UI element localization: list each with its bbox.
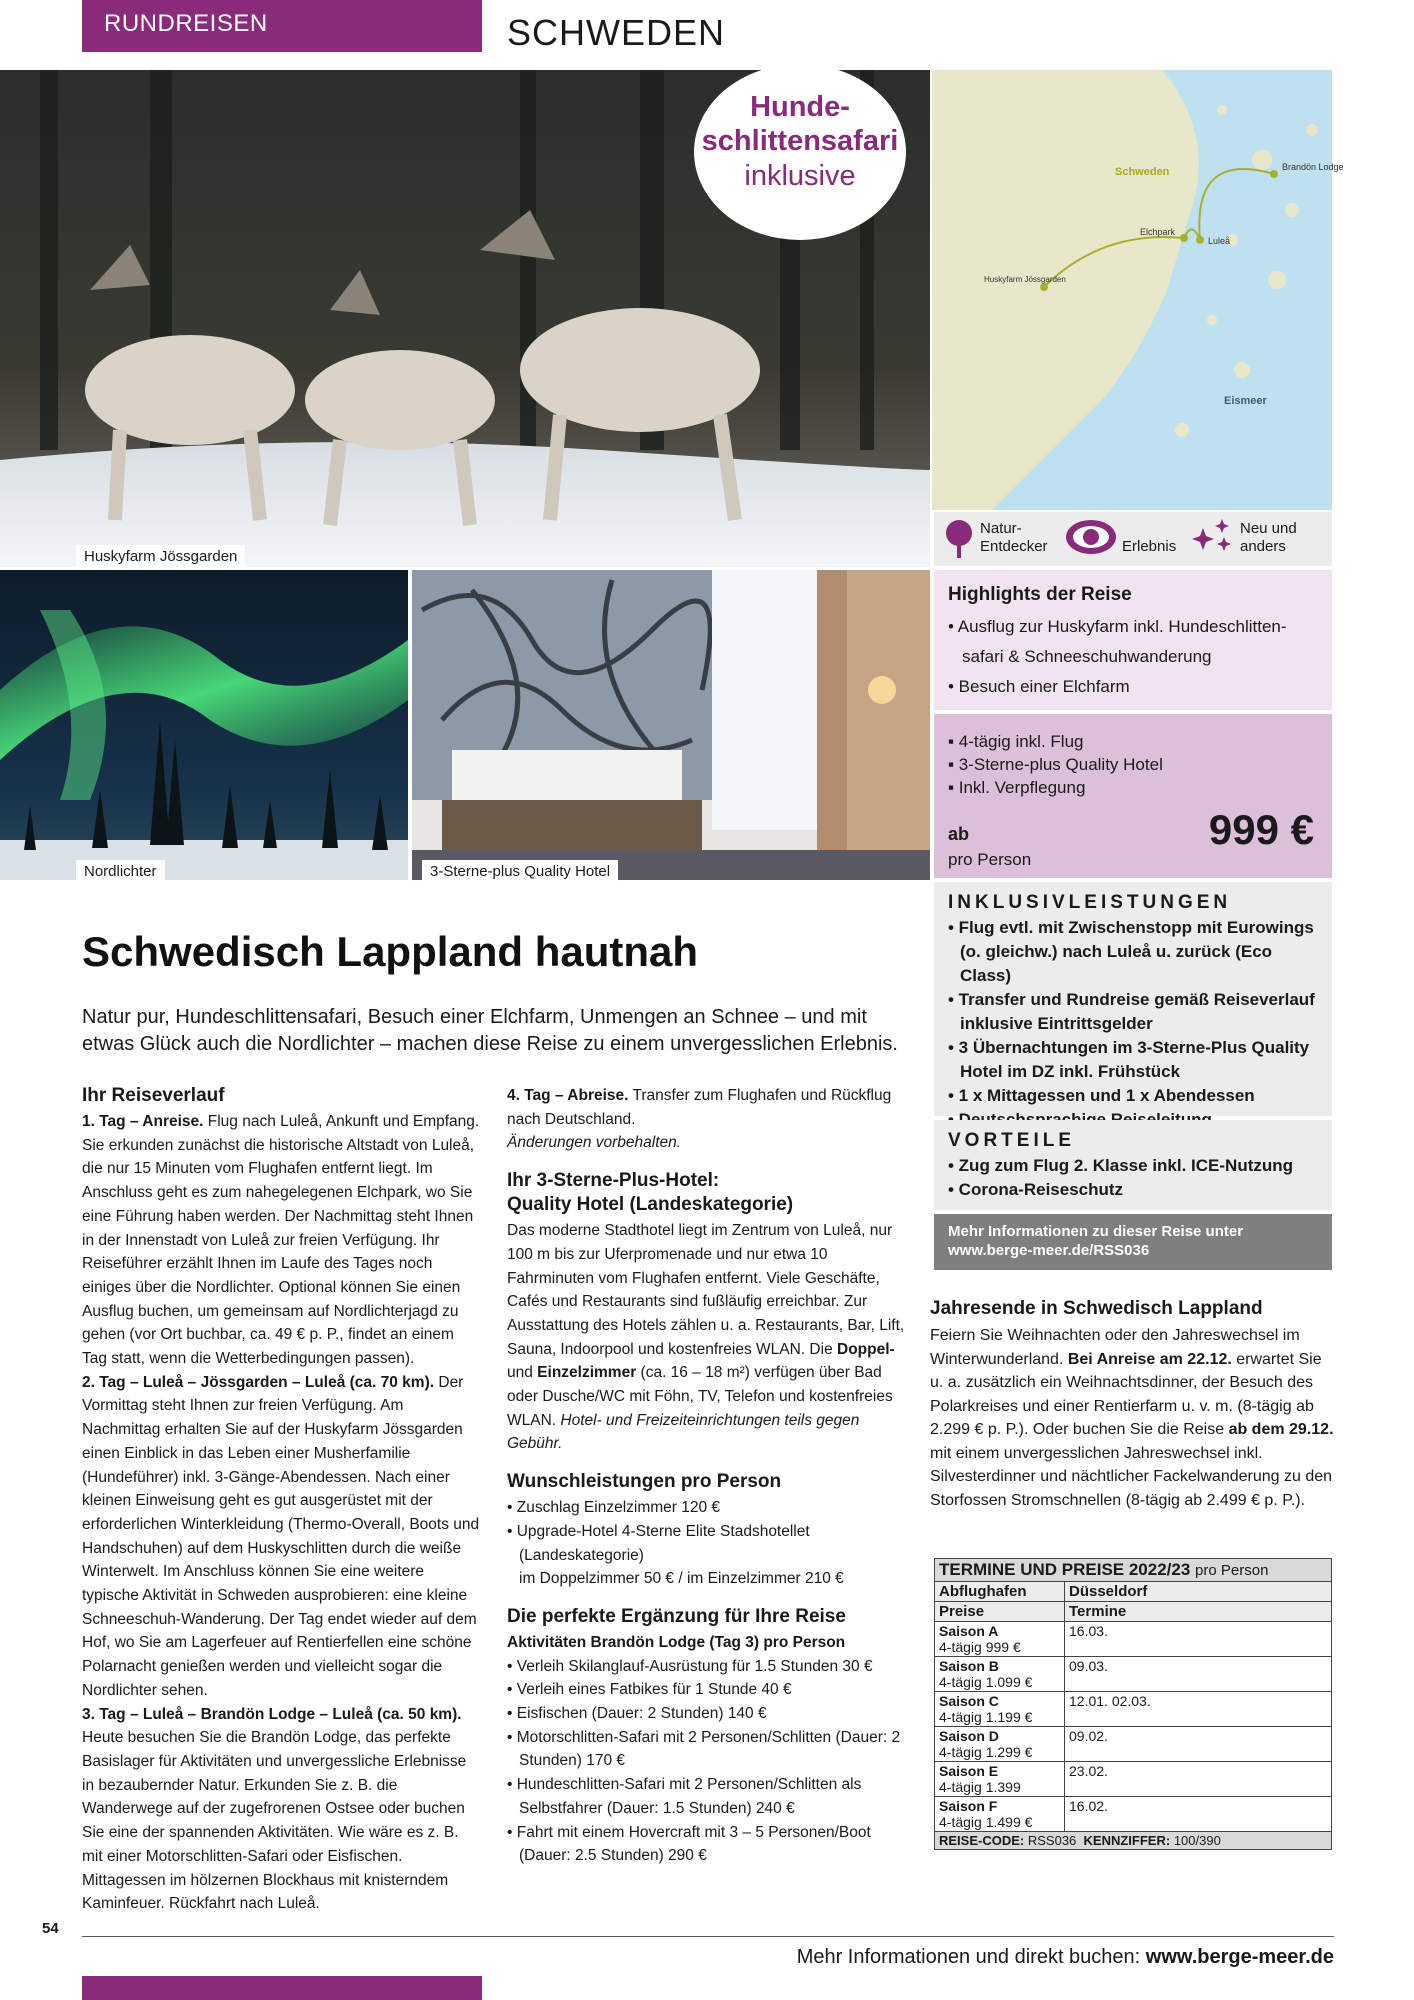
icon-label-natur: Natur- — [980, 520, 1022, 537]
advantages-title: VORTEILE — [948, 1130, 1076, 1151]
wunsch-title: Wunschleistungen pro Person — [507, 1471, 782, 1493]
hotel-text: Das moderne Stadthotel liegt im Zentrum von Luleå, nur 100 m bis zur Uferpromenade und nur etwa 10 Fahrminuten vom Flughafen entfernt. Viele Geschäfte, Cafés und Restaurants sind fußläufig erreichbar. Zur Ausstattung des Hotels zählen u. a. Restaurants, Bar, Lift, Sauna, Indoorpool und kostenfreies WLAN. Die Doppel- und Einzelzimmer (ca. 16 – 18 m²) verfügen über Bad oder Dusche/WC mit Föhn, TV, Telefon und kostenfreies WLAN. Hotel- und Freizeiteinrichtungen teils gegen Gebühr. — [507, 1222, 905, 1453]
details-column — [507, 1084, 912, 1868]
inclusive-services — [934, 882, 1332, 1116]
day-3: 3. Tag – Luleå – Brandön Lodge – Luleå (ca. 50 km). Heute besuchen Sie die Brandön Lodge, das perfekte Basislager für Aktivitäten und unvergessliche Erlebnisse in bezaubernder Natur. Erkunden Sie z. B. die Wanderwege auf der zugefrorenen Ostsee oder buchen Sie eine der spannenden Aktivitäten. Wie wäre es z. B. mit einer Motorschlitten-Safari oder Eisfischen. Mittagessen im hölzernen Blockhaus mit knisterndem Kaminfeuer. Rückfahrt nach Luleå. — [82, 1705, 467, 1913]
sparkle-icon — [1190, 518, 1236, 560]
wunsch-item: • Upgrade-Hotel 4-Sterne Elite Stadshotellet (Landeskategorie) — [507, 1522, 810, 1564]
table-row: Saison A 4-tägig 999 € 16.03. — [935, 1622, 1332, 1657]
map-place-huskyfarm: Huskyfarm Jössgarden — [984, 275, 1066, 284]
category-icons — [934, 512, 1332, 566]
price-value: 999 € — [1208, 806, 1314, 853]
table-col-dates: Termine — [1065, 1602, 1332, 1622]
safari-badge — [694, 64, 906, 240]
ergaenzung-item: • Hundeschlitten-Safari mit 2 Personen/Schlitten als Selbstfahrer (Dauer: 1.5 Stunden) 240 € — [507, 1776, 862, 1817]
ergaenzung-title: Die perfekte Ergänzung für Ihre Reise — [507, 1605, 846, 1627]
map-place-elchpark: Elchpark — [1140, 227, 1176, 237]
price-feature: ▪ 3-Sterne-plus Quality Hotel — [948, 755, 1163, 774]
tree-icon — [944, 518, 974, 560]
lead-text: Natur pur, Hundeschlittensafari, Besuch einer Elchfarm, Unmengen an Schnee – und mit etwas Glück auch die Nordlichter – machen diese Reise zu einem unvergesslichen Erlebnis. — [82, 1006, 898, 1055]
day-1: 1. Tag – Anreise. Flug nach Luleå, Ankunft und Empfang. Sie erkunden zunächst die historische Altstadt von Luleå, die nur 15 Minuten vom Flughafen entfernt liegt. Im Anschluss geht es zum nahegelegenen Elchpark, wo Sie eine Führung haben werden. Der Nachmittag steht Ihnen in der Innenstadt von Luleå zur freien Verfügung. Ihr Reiseführer erzählt Ihnen im Laufe des Tages noch einiges über die Nordlichter. Optional können Sie einen Ausflug buchen, um gemeinsam auf Nordlichterjagd zu gehen (vor Ort buchbar, ca. 49 € p. P., findet an einem Tag statt, wenn die Wetterbedingungen passen). — [82, 1113, 480, 1368]
map-place-brandon: Brandön Lodge — [1282, 162, 1344, 172]
footer-text: Mehr Informationen und direkt buchen: www.berge-meer.de — [796, 1946, 1334, 1968]
section-label: RUNDREISEN — [104, 10, 268, 37]
inclusive-item: • Transfer und Rundreise gemäß Reiseverlauf inklusive Eintrittsgelder — [948, 990, 1315, 1033]
page-number: 54 — [42, 1920, 59, 1937]
main-headline: Schwedisch Lappland hautnah — [82, 928, 699, 975]
highlights-box — [934, 570, 1332, 710]
inclusive-item: • 1 x Mittagessen und 1 x Abendessen — [948, 1086, 1255, 1105]
hotel-caption: 3-Sterne-plus Quality Hotel — [422, 860, 618, 883]
table-footer: REISE-CODE: RSS036 KENNZIFFER: 100/390 — [935, 1832, 1332, 1850]
year-end-title: Jahresende in Schwedisch Lappland — [930, 1298, 1263, 1319]
table-row: Saison D 4-tägig 1.299 € 09.02. — [935, 1727, 1332, 1762]
highlights-title: Highlights der Reise — [948, 584, 1132, 605]
icon-label-entdecker: Entdecker — [980, 538, 1048, 555]
highlight-item: • Besuch einer Elchfarm — [948, 677, 1130, 696]
wunsch-item: • Zuschlag Einzelzimmer 120 € — [507, 1499, 721, 1517]
wunsch-item: im Doppelzimmer 50 € / im Einzelzimmer 210 € — [519, 1570, 844, 1588]
ergaenzung-list — [507, 1655, 912, 1868]
table-row: Saison F 4-tägig 1.499 € 16.02. — [935, 1797, 1332, 1832]
inclusive-title: INKLUSIVLEISTUNGEN — [948, 892, 1232, 913]
wunsch-list — [507, 1496, 912, 1591]
ergaenzung-item: • Eisfischen (Dauer: 2 Stunden) 140 € — [507, 1705, 767, 1723]
year-end-section — [930, 1298, 1334, 1512]
inclusive-item: • 3 Übernachtungen im 3-Sterne-Plus Quality Hotel im DZ inkl. Frühstück — [948, 1038, 1310, 1081]
map-place-lulea: Luleå — [1208, 236, 1231, 246]
icon-label-erlebnis: Erlebnis — [1122, 538, 1177, 555]
badge-line3: inklusive — [744, 160, 856, 192]
price-box — [934, 714, 1332, 878]
husky-caption: Huskyfarm Jössgarden — [76, 545, 245, 568]
changes-note: Änderungen vorbehalten. — [507, 1134, 682, 1152]
bottom-accent-bar — [82, 1976, 482, 2000]
ergaenzung-item: • Motorschlitten-Safari mit 2 Personen/Schlitten (Dauer: 2 Stunden) 170 € — [507, 1728, 901, 1770]
badge-line2: schlittensafari — [701, 125, 899, 157]
advantages — [934, 1120, 1332, 1210]
route-map — [932, 70, 1344, 510]
icon-label-neu: Neu und — [1240, 520, 1297, 537]
advantage-item: • Zug zum Flug 2. Klasse inkl. ICE-Nutzung — [948, 1156, 1294, 1175]
page-title: SCHWEDEN — [507, 12, 726, 53]
footer-link[interactable]: www.berge-meer.de — [1145, 1946, 1334, 1968]
badge-line1: Hunde- — [750, 91, 850, 123]
more-info-box — [934, 1214, 1332, 1270]
map-label-sea: Eismeer — [1224, 395, 1267, 407]
advantage-item: • Corona-Reiseschutz — [948, 1180, 1124, 1199]
highlight-item: • Ausflug zur Huskyfarm inkl. Hundeschlitten-safari & Schneeschuhwanderung — [948, 617, 1287, 666]
ergaenzung-item: • Verleih Skilanglauf-Ausrüstung für 1.5 Stunden 30 € — [507, 1657, 873, 1675]
ergaenzung-item: • Fahrt mit einem Hovercraft mit 3 – 5 Personen/Boot (Dauer: 2.5 Stunden) 290 € — [507, 1823, 871, 1865]
ergaenzung-subtitle: Aktivitäten Brandön Lodge (Tag 3) pro Person — [507, 1633, 846, 1651]
eye-icon — [1064, 516, 1118, 558]
more-info-text: Mehr Informationen zu dieser Reise unter — [948, 1223, 1244, 1240]
inclusive-item: • Flug evtl. mit Zwischenstopp mit Eurowings (o. gleichw.) nach Luleå u. zurück (Eco Class) — [948, 918, 1314, 985]
aurora-photo — [0, 570, 408, 880]
section-tag — [82, 0, 482, 52]
hotel-title: Ihr 3-Sterne-Plus-Hotel: Quality Hotel (Landeskategorie) — [507, 1170, 794, 1216]
price-per-person: pro Person — [948, 850, 1032, 869]
day-2: 2. Tag – Luleå – Jössgarden – Luleå (ca. 70 km). Der Vormittag steht Ihnen zur freien Verfügung. Am Nachmittag erhalten Sie auf der Huskyfarm Jössgarden einen Einblick in das Leben einer Musherfamilie (Hundeführer) inkl. 3-Gänge-Abendessen. Nach einer kleinen Einweisung geht es gut ausgerüstet mit der erforderlichen Winterkleidung (Thermo-Overall, Boots und Handschuhen) auf dem Huskyschlitten durch die weiße Winterwelt. Im Anschluss können Sie eine weitere typische Aktivität in Schweden ausprobieren: eine kleine Schneeschuh-Wanderung. Der Tag endet wieder auf dem Hof, wo Sie am Lagerfeuer auf Rentierfellen eine schöne Polarnacht genießen werden und vielleicht sogar die Nordlichter sehen. — [82, 1373, 480, 1699]
aurora-caption: Nordlichter — [76, 860, 165, 883]
table-row: Saison E 4-tägig 1.399 23.02. — [935, 1762, 1332, 1797]
table-col-flight: Abflughafen — [935, 1582, 1065, 1602]
table-col-price: Preise — [935, 1602, 1065, 1622]
price-feature: ▪ 4-tägig inkl. Flug — [948, 732, 1084, 751]
dates-prices-table — [934, 1558, 1332, 1850]
price-ab: ab — [948, 824, 970, 844]
hotel-photo — [412, 570, 930, 880]
table-row: Saison B 4-tägig 1.099 € 09.03. — [935, 1657, 1332, 1692]
ergaenzung-item: • Verleih eines Fatbikes für 1 Stunde 40 € — [507, 1681, 792, 1699]
itinerary-title: Ihr Reiseverlauf — [82, 1085, 225, 1106]
year-end-text: Feiern Sie Weihnachten oder den Jahreswechsel im Winterwunderland. Bei Anreise am 22.12. erwartet Sie u. a. zusätzlich ein Weihnachtsdinner, der Besuch des Polarkreises und einer Rentierfarm u. v. m. (8-tägig ab 2.299 € p. P.). Oder buchen Sie die Reise ab dem 29.12. mit einem unvergesslichen Jahreswechsel inkl. Silvesterdinner und nächtlicher Fackelwanderung zu den Storfossen Stromschnellen (8-tägig ab 2.499 € p. P.). — [930, 1327, 1334, 1509]
table-flight: Düsseldorf — [1065, 1582, 1332, 1602]
more-info-link[interactable]: www.berge-meer.de/RSS036 — [948, 1242, 1150, 1259]
table-title: TERMINE UND PREISE 2022/23 pro Person — [935, 1559, 1332, 1582]
table-row: Saison C 4-tägig 1.199 € 12.01. 02.03. — [935, 1692, 1332, 1727]
icon-label-anders: anders — [1240, 538, 1286, 555]
map-label-country: Schweden — [1115, 166, 1170, 178]
day-4: 4. Tag – Abreise. Transfer zum Flughafen und Rückflug nach Deutschland. — [507, 1087, 892, 1128]
footer-divider — [82, 1936, 1334, 1937]
price-feature: ▪ Inkl. Verpflegung — [948, 778, 1086, 797]
itinerary-column — [82, 1084, 482, 1916]
